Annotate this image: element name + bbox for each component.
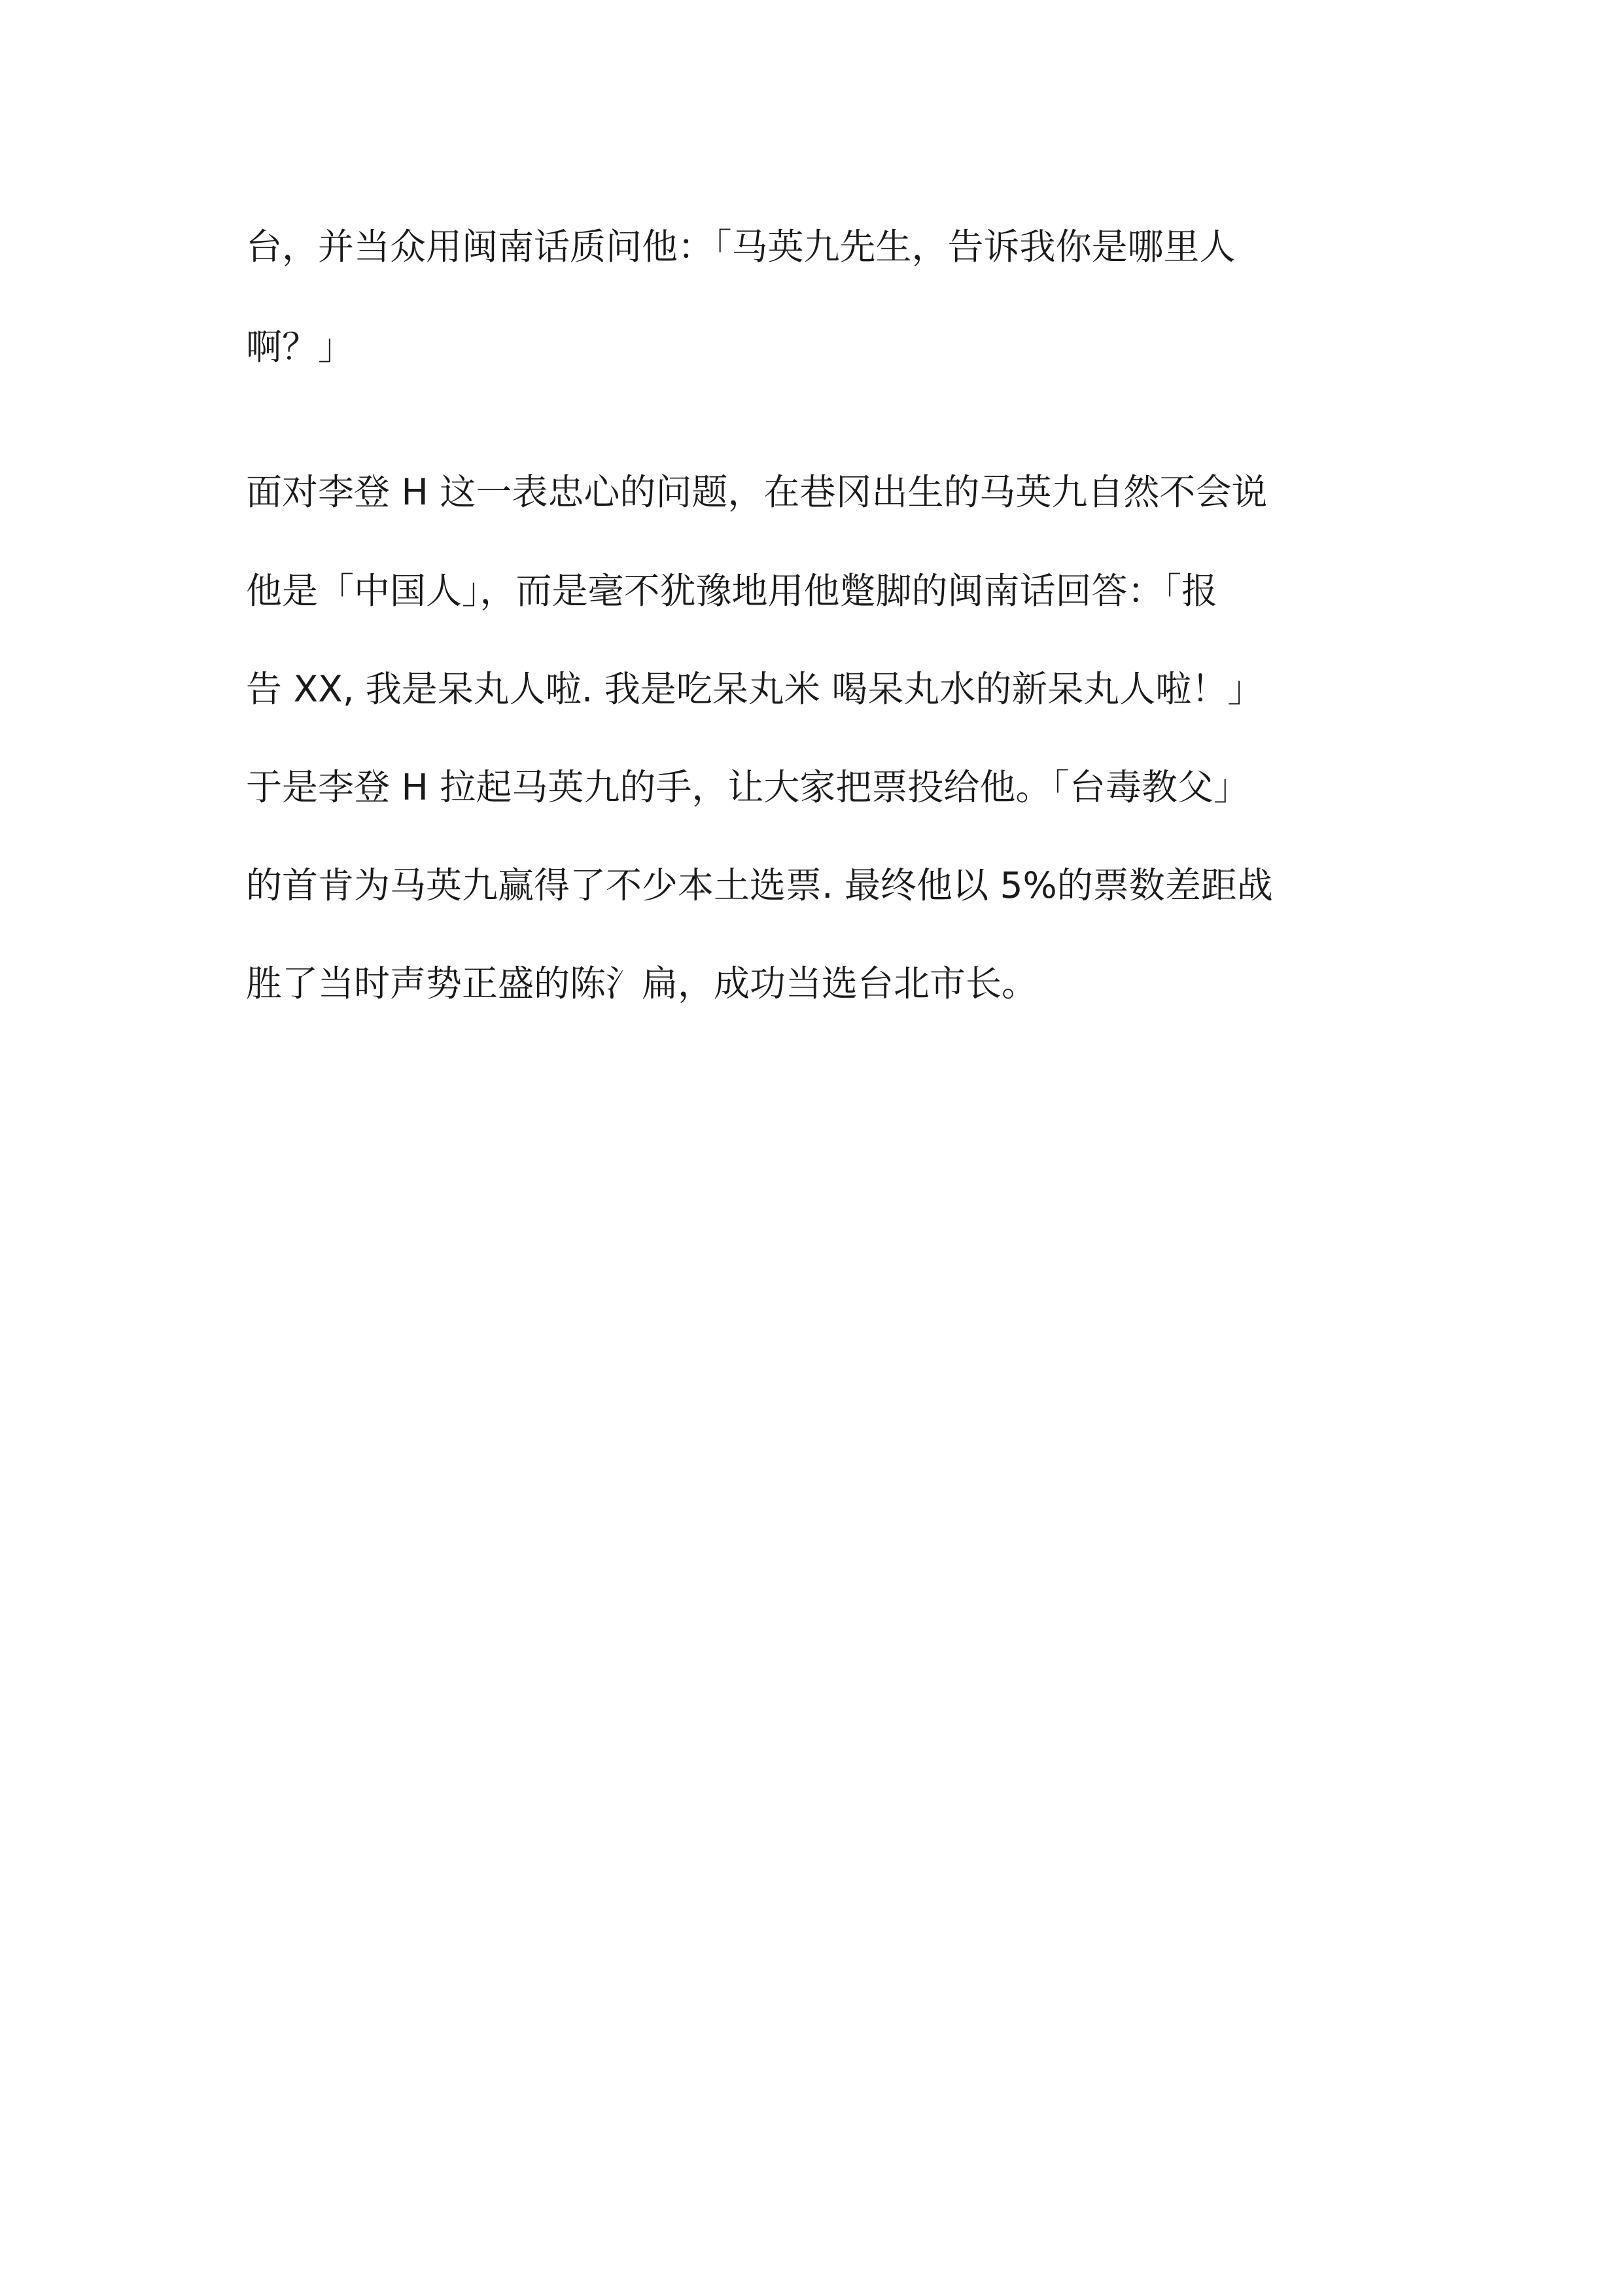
paragraph-2-line-2: 他是「中国人」，而是毫不犹豫地用他蹩脚的闽南话回答：「报	[246, 570, 1218, 612]
paragraph-1-line-2: 啊？」	[246, 326, 355, 368]
paragraph-2-line-1: 面对李登 H 这一表忠心的问题，在巷冈出生的马英九自然不会说	[246, 471, 1268, 513]
paragraph-2-line-4: 于是李登 H 拉起马英九的手，让大家把票投给他。「台毒教父」	[246, 766, 1249, 808]
paragraph-2-line-5: 的首肯为马英九赢得了不少本土选票. 最终他以 5%的票数差距战	[246, 864, 1273, 906]
paragraph-2-line-6: 胜了当时声势正盛的陈氵扁，成功当选台北市长。	[246, 963, 1038, 1004]
paragraph-2-line-3: 告 XX, 我是呆丸人啦. 我是吃呆丸米 喝呆丸水的新呆丸人啦！」	[246, 668, 1264, 710]
paragraph-1-line-1: 台，并当众用闽南话质问他：「马英九先生，告诉我你是哪里人	[246, 226, 1236, 268]
